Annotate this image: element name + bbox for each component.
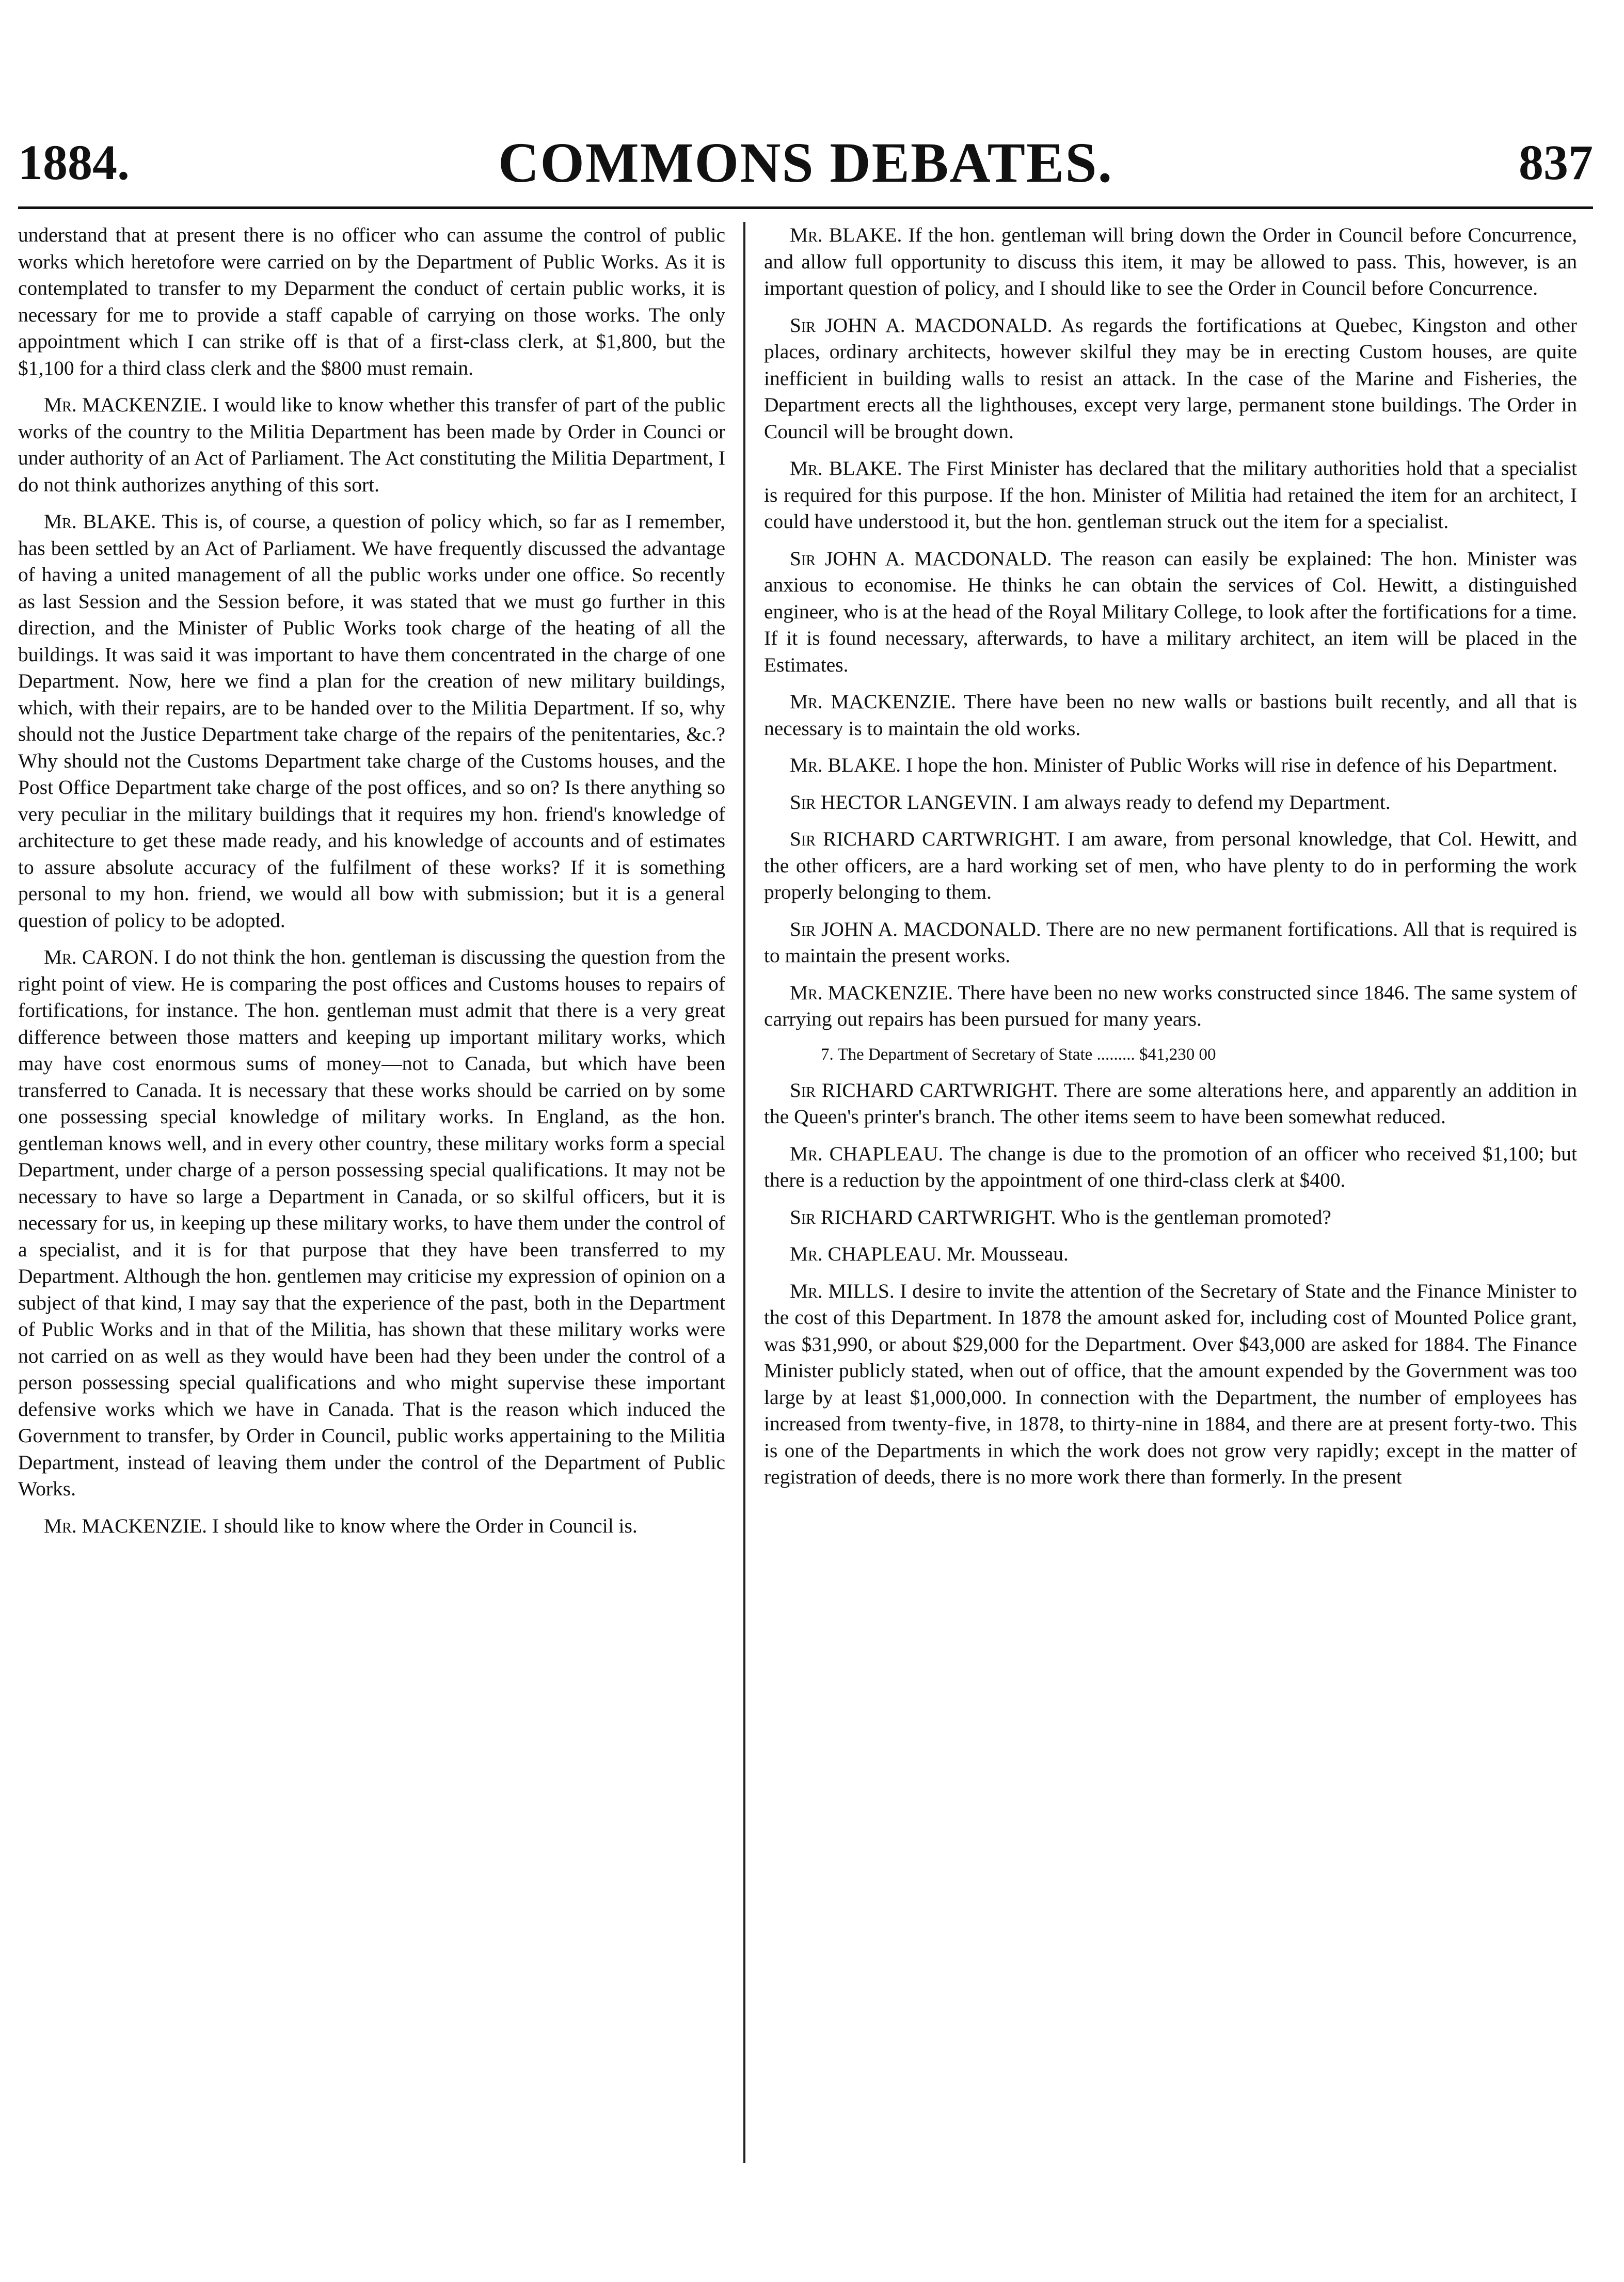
- paragraph-text: I should like to know where the Order in Council is.: [207, 1514, 638, 1537]
- left-column: [18, 222, 725, 1550]
- paragraph: [764, 1241, 1577, 1268]
- paragraph-text: There are some alterations here, and apparently an addition in the Queen's printer's branch. The other items seem to have been somewhat reduced.: [764, 1078, 1577, 1128]
- paragraph: [18, 508, 725, 934]
- paragraph: [764, 980, 1577, 1033]
- speaker-name: Mr. MACKENZIE.: [790, 981, 953, 1004]
- paragraph: [764, 916, 1577, 969]
- paragraph: [18, 1513, 725, 1540]
- speaker-name: Mr. BLAKE.: [790, 754, 901, 776]
- paragraph: [764, 689, 1577, 742]
- paragraph-text: I am aware, from personal knowledge, that Col. Hewitt, and the other officers, are a hard working set of men, who have plenty to do in performing the work properly belonging to them.: [764, 827, 1577, 903]
- speaker-name: Mr. MACKENZIE.: [44, 393, 208, 416]
- paragraph: [764, 1077, 1577, 1130]
- paragraph: [764, 546, 1577, 679]
- paragraph: [764, 455, 1577, 535]
- speaker-name: Mr. CHAPLEAU.: [790, 1242, 942, 1265]
- speaker-name: Sir JOHN A. MACDONALD.: [790, 917, 1041, 940]
- paragraph: [764, 826, 1577, 906]
- paragraph-text: The reason can easily be explained: The hon. Minister was anxious to economise. He thinks he can obtain the services of Col. Hewitt, a distinguished engineer, who is at the head of the Royal Military College, to look after the fortifications for a time. If it is found necessary, afterwards, to have a military architect, an item will be placed in the Estimates.: [764, 547, 1577, 676]
- paragraph-text: This is, of course, a question of policy which, so far as I remember, has been settled by an Act of Parliament. We have frequently discussed the advantage of having a united management of all the public works under one office. So recently as last Session and the Session before, it was stated that we must go further in this direction, and the Minister of Public Works took charge of the heating of all the buildings. It was said it was important to have them concentrated in the charge of one Department. Now, here we find a plan for the creation of new military buildings, which, with their repairs, are to be handed over to the Militia Department. If so, why should not the Justice Department take charge of the repairs of the penitentaries, &c.? Why should not the Customs Department take charge of the Customs houses, and the Post Office Department take charge of the post offices, and so on? Is there anything so very peculiar in the military buildings that it requires my hon. friend's knowledge of architecture to get these made ready, and his knowledge of accounts and of estimates to assure absolute accuracy of the fulfilment of these works? If it is something personal to my hon. friend, we would all bow with submission; but it is a general question of policy to be adopted.: [18, 510, 725, 932]
- paragraph-text: The change is due to the promotion of an officer who received $1,100; but there is a reduction by the appointment of one third-class clerk at $400.: [764, 1142, 1577, 1191]
- speaker-name: Sir RICHARD CARTWRIGHT.: [790, 1078, 1058, 1102]
- speaker-name: Mr. CARON.: [44, 946, 159, 968]
- speaker-name: Sir JOHN A. MACDONALD.: [790, 313, 1053, 337]
- speaker-name: Sir HECTOR LANGEVIN.: [790, 790, 1017, 813]
- paragraph-text: As regards the fortifications at Quebec, Kingston and other places, ordinary architects, however skilful they may be in erecting Custom houses, are quite inefficient in building walls to resist an attack. In the case of the Marine and Fisheries, the Department erects all the lighthouses, except very large, permanent stone buildings. The Order in Council will be brought down.: [764, 313, 1578, 443]
- speaker-name: Mr. MILLS.: [790, 1279, 895, 1302]
- paragraph-text: If the hon. gentleman will bring down the Order in Council before Concurrence, and allow full opportunity to discuss this item, it may be allowed to pass. This, however, is an important question of policy, and I should like to see the Order in Council before Concurrence.: [764, 224, 1578, 299]
- paragraph-text: I am always ready to defend my Department.: [1017, 790, 1391, 813]
- header-page-number: 837: [1519, 135, 1593, 190]
- paragraph: [764, 1141, 1577, 1194]
- right-column: [764, 222, 1577, 1501]
- header-title: COMMONS DEBATES.: [498, 131, 1113, 194]
- paragraph-text: I would like to know whether this transfer of part of the public works of the country to the Militia Department has been made by Order in Counci or under authority of an Act of Parliament. The Act constituting the Militia Department, I do not think authorizes anything of this sort.: [18, 393, 725, 496]
- header-year: 1884.: [18, 135, 130, 190]
- speaker-name: Sir RICHARD CARTWRIGHT.: [790, 1205, 1056, 1228]
- paragraph: [764, 312, 1577, 445]
- speaker-name: Mr. BLAKE.: [790, 224, 902, 246]
- paragraph-text: The First Minister has declared that the military authorities hold that a specialist is required for this purpose. If the hon. Minister of Militia had retained the item for an architect, I could have understood it, but the hon. gentleman struck out the item for a specialist.: [764, 457, 1577, 533]
- paragraph-text: There have been no new works constructed since 1846. The same system of carrying out repairs has been pursued for many years.: [764, 981, 1577, 1030]
- speaker-name: Sir JOHN A. MACDONALD.: [790, 547, 1052, 570]
- paragraph-text: I hope the hon. Minister of Public Works will rise in defence of his Department.: [901, 754, 1557, 776]
- paragraph: [764, 1278, 1577, 1491]
- paragraph: [764, 789, 1577, 816]
- page-header: [18, 126, 1593, 199]
- speaker-name: Mr. CHAPLEAU.: [790, 1142, 944, 1165]
- speaker-name: Sir RICHARD CARTWRIGHT.: [790, 827, 1060, 850]
- header-rule: [18, 206, 1593, 209]
- paragraph-text: understand that at present there is no officer who can assume the control of public works which heretofore were carried on by the Department of Public Works. As it is contemplated to transfer to my Deparment the conduct of certain public works, it is necessary for me to provide a staff capable of carrying on those works. The only appointment which I can strike off is that of a first-class clerk, at $1,800, but the $1,100 for a third class clerk and the $800 must remain.: [18, 224, 725, 379]
- speaker-name: Mr. BLAKE.: [44, 510, 156, 533]
- speaker-name: Mr. MACKENZIE.: [790, 690, 957, 713]
- paragraph-text: There have been no new walls or bastions built recently, and all that is necessary is to maintain the old works.: [764, 690, 1577, 740]
- paragraph: [764, 1204, 1577, 1231]
- paragraph: [764, 752, 1577, 779]
- speaker-name: Mr. MACKENZIE.: [44, 1514, 208, 1537]
- paragraph-text: Who is the gentleman promoted?: [1056, 1205, 1331, 1228]
- paragraph-text: I desire to invite the attention of the Secretary of State and the Finance Minister to the cost of this Department. In 1878 the amount asked for, including cost of Mounted Police grant, was $31,990, or about $29,000 for the Department. Over $43,000 are asked for 1884. The Finance Minister publicly stated, when out of office, that the amount expended by the Government was too large by at least $1,000,000. In connection with the Department, the number of employees has increased from twenty-five, in 1878, to thirty-nine in 1884, and there are at present forty-two. This is one of the Departments in which the work does not grow very rapidly; except in the matter of registration of deeds, there is no more work there than formerly. In the present: [764, 1279, 1577, 1488]
- paragraph: [18, 944, 725, 1503]
- paragraph: [18, 222, 725, 381]
- paragraph: [18, 392, 725, 498]
- estimate-item: 7. The Department of Secretary of State ......... $41,230 00: [821, 1045, 1216, 1064]
- paragraph-text: There are no new permanent fortifications. All that is required is to maintain the present works.: [764, 917, 1577, 967]
- paragraph-text: I do not think the hon. gentleman is discussing the question from the right point of view. He is comparing the post offices and Customs houses to repairs of fortifications, for instance. The hon. gentleman must admit that there is a very great difference between those matters and keeping up important military works, which may have cost enormous sums of money—not to Canada, but which have been transferred to Canada. It is necessary that these works should be carried on by some one possessing special knowledge of military works. In England, as the hon. gentleman knows well, and in every other country, these military works form a special Department, under charge of a person possessing special qualifications. It may not be necessary to have so large a Department in Canada, or so skilful officers, but it is necessary for us, in keeping up these military works, to have them under the control of a specialist, and it is for that purpose that they have been transferred to my Department. Although the hon. gentlemen may criticise my expression of opinion on a subject of that kind, I may say that the experience of the past, both in the Department of Public Works and in that of the Militia, has shown that these military works were not carried on as well as they would have been had they been under the control of a person possessing special qualifications and who might supervise these important defensive works which we have in Canada. That is the reason which induced the Government to transfer, by Order in Council, public works appertaining to the Militia Department, instead of leaving them under the control of the Department of Public Works.: [18, 946, 725, 1500]
- paragraph: [764, 222, 1577, 302]
- paragraph-text: Mr. Mousseau.: [942, 1242, 1069, 1265]
- column-divider: [743, 222, 745, 2163]
- speaker-name: Mr. BLAKE.: [790, 457, 902, 480]
